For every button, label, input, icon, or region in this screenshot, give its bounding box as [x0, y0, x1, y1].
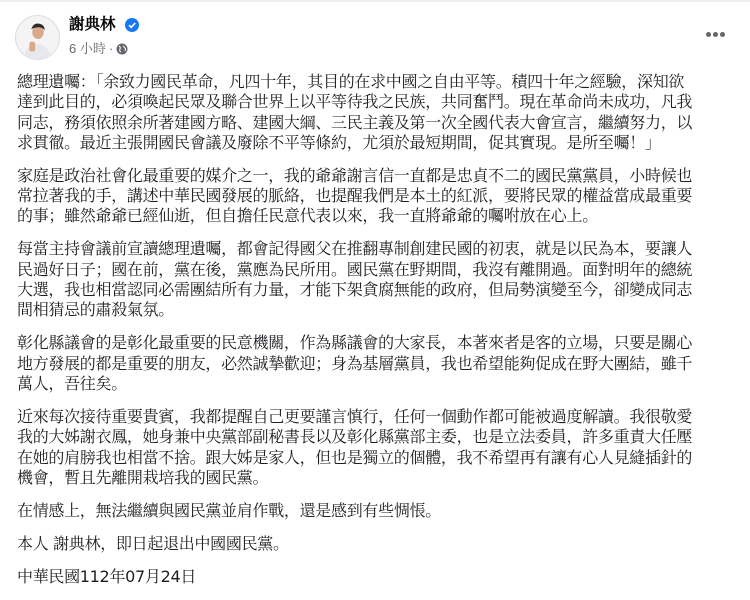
paragraph-line: 彰化縣議會的是彰化最重要的民意機關，作為縣議會的大家長，本著來者是客的立場，只要是關心 — [17, 333, 693, 353]
post-meta — [69, 40, 128, 58]
paragraph-line: 我的大姊謝衣鳳，她身兼中央黨部副秘書長以及彰化縣黨部主委，也是立法委員，許多重責大任壓 — [17, 427, 693, 447]
post-paragraph — [17, 501, 737, 521]
paragraph-line: 求貫徹。最近主張開國民會議及廢除不平等條約，尤須於最短期間，促其實現。是所至囑！」 — [17, 132, 661, 152]
post-paragraph — [17, 534, 737, 554]
paragraph-line: 在她的肩膀我也相當不捨。跟大姊是家人，但也是獨立的個體，我不希望再有讓有心人見縫插針的 — [17, 447, 693, 467]
post-paragraph — [17, 72, 737, 153]
globe-icon — [116, 43, 128, 55]
author-name[interactable]: 謝典林 — [69, 16, 116, 33]
paragraph-line: 中華民國112年07月24日 — [17, 566, 197, 586]
post-paragraph — [17, 567, 737, 587]
person-photo-icon — [16, 16, 59, 59]
post-paragraph — [17, 333, 737, 394]
paragraph-line: 家庭是政治社會化最重要的媒介之一，我的爺爺謝言信一直都是忠貞不二的國民黨黨員，小時候也 — [17, 165, 693, 185]
paragraph-line: 萬人，吾往矣。 — [17, 373, 127, 393]
paragraph-line: 機會，暫且先離開栽培我的國民黨。 — [17, 467, 269, 487]
paragraph-line: 民過好日子；國在前，黨在後，黨應為民所用。國民黨在野期間，我沒有離開過。面對明年的總統 — [17, 259, 693, 279]
paragraph-line: 近來每次接待重要貴賓，我都提醒自己更要謹言慎行，任何一個動作都可能被過度解讀。我很敬愛 — [17, 406, 693, 426]
post-timestamp[interactable]: 6 小時 — [69, 41, 106, 56]
paragraph-line: 的事；雖然爺爺已經仙逝，但自擔任民意代表以來，我一直將爺爺的囑咐放在心上。 — [17, 206, 598, 226]
paragraph-line: 達到此目的，必須喚起民眾及聯合世界上以平等待我之民族，共同奮鬥。現在革命尚未成功，凡我 — [17, 92, 693, 112]
dot-icon — [713, 32, 718, 37]
more-options-button[interactable] — [700, 26, 730, 42]
paragraph-line: 在情感上，無法繼續與國民黨並肩作戰，還是感到有些惆悵。 — [17, 500, 441, 520]
post-paragraph — [17, 239, 737, 320]
paragraph-line: 間相猜忌的肅殺氣氛。 — [17, 300, 175, 320]
dot-icon — [720, 32, 725, 37]
paragraph-line: 本人 謝典林，即日起退出中國國民黨。 — [17, 533, 289, 553]
post-paragraph — [17, 166, 737, 227]
verified-badge-icon — [125, 18, 139, 32]
paragraph-line: 同志，務須依照余所著建國方略、建國大綱、三民主義及第一次全國代表大會宣言，繼續努力，以 — [17, 112, 693, 132]
meta-separator: · — [108, 41, 114, 56]
paragraph-line: 總理遺囑：「余致力國民革命，凡四十年，其目的在求中國之自由平等。積四十年之經驗，深知欲 — [17, 72, 685, 91]
paragraph-line: 地方發展的都是重要的朋友，必然誠摯歡迎；身為基層黨員，我也希望能夠促成在野大團結，雖千 — [17, 353, 693, 373]
post-paragraph — [17, 407, 737, 488]
paragraph-line: 每當主持會議前宣讀總理遺囑，都會記得國父在推翻專制創建民國的初衷，就是以民為本，要讓人 — [17, 239, 693, 259]
author-avatar[interactable] — [15, 15, 60, 60]
paragraph-line: 常拉著我的手，講述中華民國發展的脈絡，也提醒我們是本土的紅派，要將民眾的權益當成最重要 — [17, 186, 693, 206]
dot-icon — [706, 32, 711, 37]
top-divider — [0, 0, 750, 2]
paragraph-line: 大選，我也相當認同必需團結所有力量，才能下架貪腐無能的政府，但局勢演變至今，卻變成同志 — [17, 280, 693, 300]
post-body — [17, 72, 737, 600]
